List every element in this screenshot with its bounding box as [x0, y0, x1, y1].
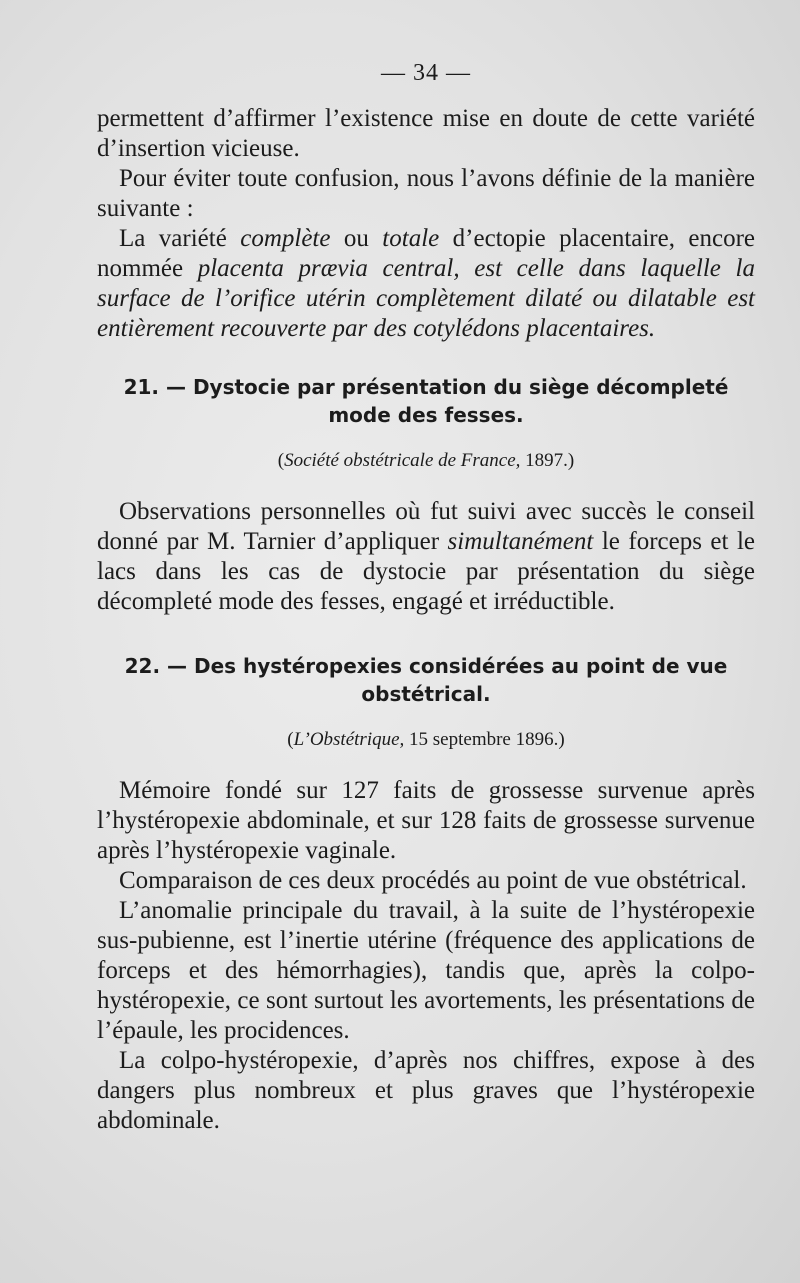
section-22-paragraph-1: Mémoire fondé sur 127 faits de grossesse survenue après l’hystéropexie abdominale, et sur 128 faits de grossesse survenue après l’hystéropexie vaginale.	[97, 777, 755, 864]
source-journal: Société obstétricale de France,	[284, 450, 521, 471]
page	[97, 58, 755, 1136]
italic-run: totale	[382, 225, 440, 252]
text-run: ou	[330, 225, 383, 252]
italic-run: simultanément	[447, 528, 594, 555]
text-run: le forceps et le lacs dans les cas de dystocie par présentation du siège décompleté mode des fesses, engagé et irréductible.	[97, 528, 756, 615]
text-run: La variété	[119, 225, 241, 252]
source-date: 1897.	[520, 450, 568, 471]
intro-paragraph-2: Pour éviter toute confusion, nous l’avons définie de la manière suivante :	[97, 165, 755, 222]
italic-run: complète	[240, 225, 331, 252]
intro-paragraph-3	[97, 224, 755, 344]
section-21-source: (Société obstétricale de France, 1897.)	[277, 450, 575, 471]
text-run: d’ectopie placentaire, encore nommée	[97, 225, 756, 282]
section-21-paragraph	[97, 497, 755, 617]
text-run: Observations personnelles où fut suivi avec succès le conseil donné par M. Tarnier d’appliquer	[97, 498, 755, 555]
section-22-paragraph-4: La colpo-hystéropexie, d’après nos chiffres, expose à des dangers plus nombreux et plus graves que l’hystéropexie abdominale.	[97, 1047, 755, 1134]
source-date: 15 septembre 1896.	[404, 729, 559, 750]
intro-paragraph-1: permettent d’affirmer l’existence mise en doute de cette variété d’insertion vicieuse.	[97, 105, 755, 162]
section-22-heading: 22. — Des hystéropexies considérées au point de vue obstétrical.	[124, 654, 728, 706]
italic-definition: placenta prævia central, est celle dans laquelle la surface de l’orifice utérin complètement dilaté ou dilatable est entièrement recouverte par des cotylédons placentaires.	[97, 255, 755, 342]
page-number: — 34 —	[381, 60, 471, 86]
section-22-paragraph-3: L’anomalie principale du travail, à la suite de l’hystéropexie sus-pubienne, est l’inertie utérine (fréquence des applications de forceps et des hémorrhagies), tandis que, après la colpo-hystéropexie, ce sont surtout les avortements, les présentations de l’épaule, les procidences.	[97, 897, 755, 1044]
section-22-paragraph-2: Comparaison de ces deux procédés au point de vue obstétrical.	[119, 867, 747, 894]
section-21-heading: 21. — Dystocie par présentation du siège décompleté mode des fesses.	[123, 375, 729, 427]
section-22-source: (L’Obstétrique, 15 septembre 1896.)	[287, 729, 565, 750]
source-journal: L’Obstétrique,	[293, 729, 405, 750]
